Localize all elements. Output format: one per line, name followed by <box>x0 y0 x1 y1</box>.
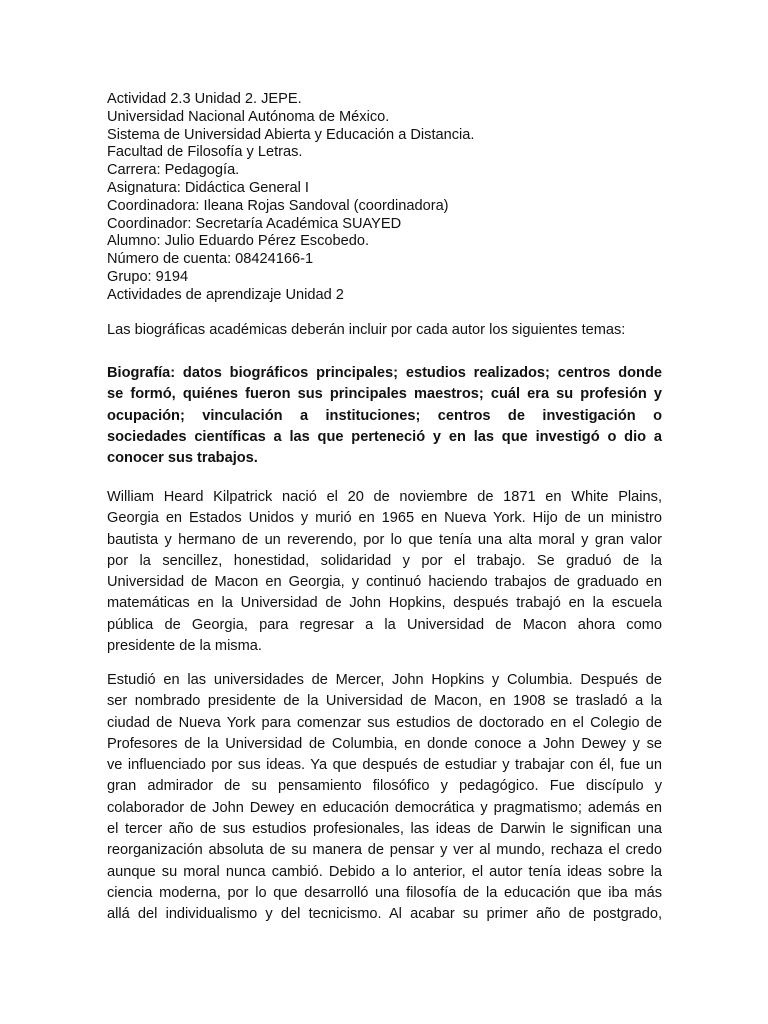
paragraph-line: ser nombrado presidente de la Universidad de Macon, en 1908 se trasladó a la <box>107 693 662 710</box>
faculty-name: Facultad de Filosofía y Letras. <box>107 144 303 161</box>
paragraph-line: Estudió en las universidades de Mercer, John Hopkins y Columbia. Después de <box>107 672 662 688</box>
paragraph-line: gran admirador de su pensamiento filosófico y pedagógico. Fue discípulo y <box>107 778 662 795</box>
topics-line: conocer sus trabajos. <box>107 450 258 467</box>
topics-line: Biografía: datos biográficos principales; estudios realizados; centros donde <box>107 365 662 381</box>
biography-paragraph-1 <box>107 487 662 657</box>
paragraph-line: colaborador de John Dewey en educación democrática y pragmatismo; además en <box>107 799 662 816</box>
paragraph-line: William Heard Kilpatrick nació el 20 de noviembre de 1871 en White Plains, <box>107 489 662 505</box>
student-name: Alumno: Julio Eduardo Pérez Escobedo. <box>107 233 370 250</box>
paragraph-line: ciudad de Nueva York para comenzar sus estudios de doctorado en el Colegio de <box>107 714 662 731</box>
paragraph-line: aunque su moral nunca cambió. Debido a lo anterior, el autor tenía ideas sobre la <box>107 863 662 880</box>
topics-paragraph <box>107 363 662 469</box>
paragraph-line: reorganización absoluta de su manera de pensar y ver al mundo, rechaza el credo <box>107 842 662 859</box>
intro-text: Las biográficas académicas deberán incluir por cada autor los siguientes temas: <box>107 322 626 338</box>
university-name: Universidad Nacional Autónoma de México. <box>107 108 390 125</box>
paragraph-line: presidente de la misma. <box>107 638 262 655</box>
topics-line: sociedades científicas a las que perteneció y en las que investigó o dio a <box>107 428 662 445</box>
paragraph-line: Profesores de la Universidad de Columbia, en donde conoce a John Dewey y se <box>107 735 662 752</box>
activities-title: Actividades de aprendizaje Unidad 2 <box>107 286 344 303</box>
biography-paragraph-2 <box>107 670 662 926</box>
paragraph-line: ve influenciado por sus ideas. Ya que después de estudiar y trabajar con él, fue un <box>107 757 662 774</box>
paragraph-line: pública de Georgia, para regresar a la Universidad de Macon ahora como <box>107 616 662 633</box>
document-header <box>107 91 667 305</box>
account-number: Número de cuenta: 08424166-1 <box>107 251 314 268</box>
subject-name: Asignatura: Didáctica General I <box>107 179 309 196</box>
topics-line: ocupación; vinculación a instituciones; centros de investigación o <box>107 407 662 424</box>
coordinator-male: Coordinador: Secretaría Académica SUAYED <box>107 215 402 232</box>
system-name: Sistema de Universidad Abierta y Educación a Distancia. <box>107 126 475 143</box>
paragraph-line: Universidad de Macon en Georgia, y continuó haciendo trabajos de graduado en <box>107 574 662 591</box>
group-number: Grupo: 9194 <box>107 268 189 285</box>
career-name: Carrera: Pedagogía. <box>107 162 240 179</box>
topics-line: se formó, quiénes fueron sus principales maestros; cuál era su profesión y <box>107 386 662 403</box>
coordinator-female: Coordinadora: Ileana Rojas Sandoval (coordinadora) <box>107 197 449 214</box>
paragraph-line: el tercer año de sus estudios profesionales, las ideas de Darwin le significan una <box>107 821 662 838</box>
paragraph-line: allá del individualismo y del tecnicismo. Al acabar su primer año de postgrado, <box>107 906 662 923</box>
paragraph-line: ciencia moderna, por lo que desarrolló una filosofía de la educación que iba más <box>107 884 662 901</box>
paragraph-line: por la sencillez, honestidad, solidaridad y por el trabajo. Se graduó de la <box>107 552 662 569</box>
paragraph-line: bautista y hermano de un reverendo, por lo que tenía una alta moral y gran valor <box>107 531 662 548</box>
paragraph-line: Georgia en Estados Unidos y murió en 1965 en Nueva York. Hijo de un ministro <box>107 510 662 527</box>
activity-title: Actividad 2.3 Unidad 2. JEPE. <box>107 91 302 107</box>
paragraph-line: matemáticas en la Universidad de John Hopkins, después trabajó en la escuela <box>107 595 662 612</box>
